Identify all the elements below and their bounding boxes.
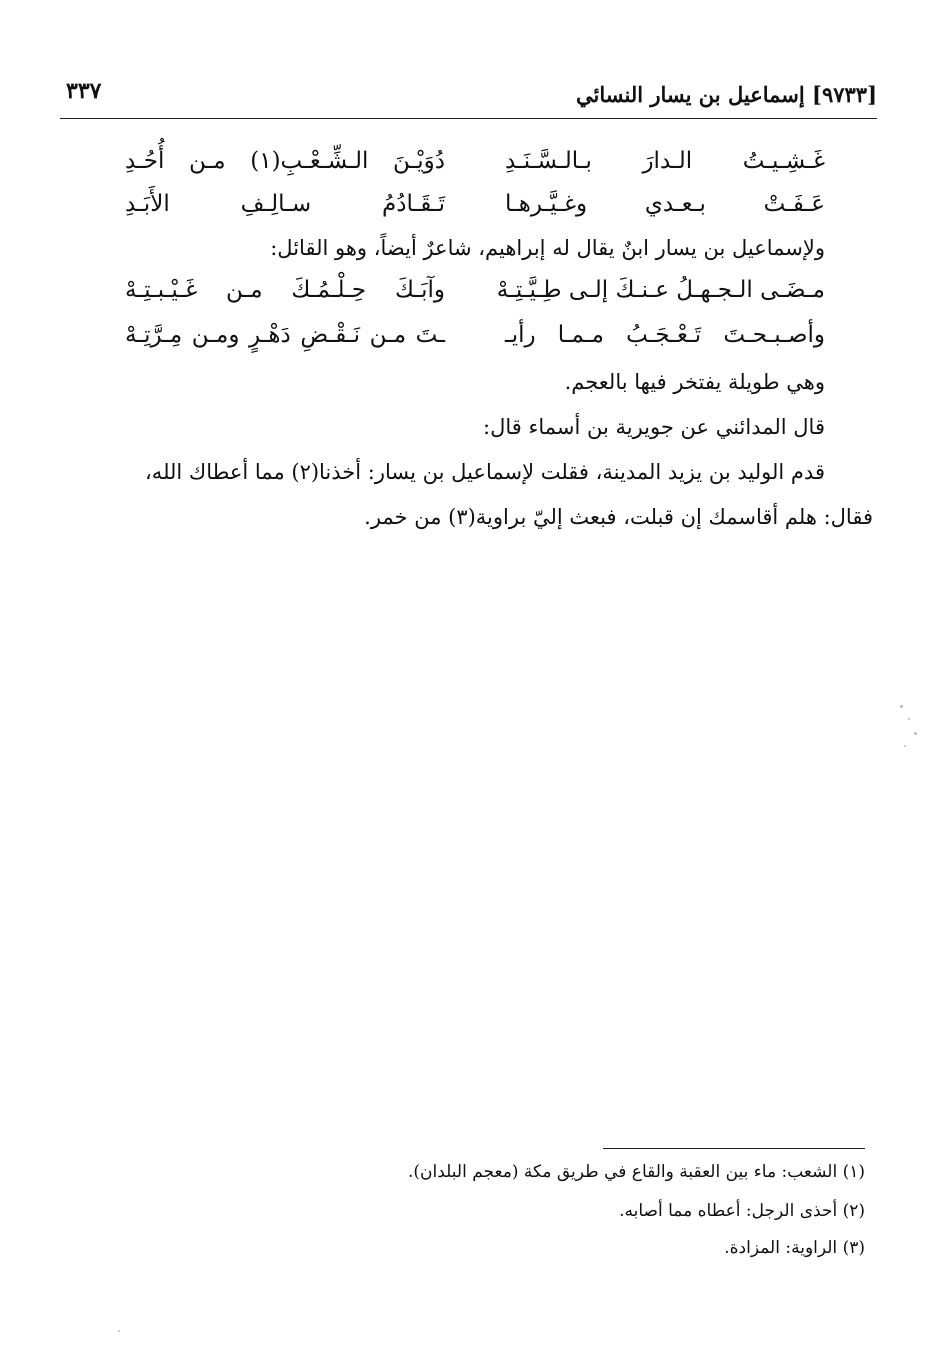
scan-speck <box>908 718 910 720</box>
verse-line <box>125 322 825 362</box>
page-number: ٣٣٧ <box>66 78 102 104</box>
paragraph: وهي طويلة يفتخر فيها بالعجم. <box>564 370 825 394</box>
paragraph-continuation: فقال: هلم أقاسمك إن قبلت، فبعث إليّ براوية(٣) من خمر. <box>364 505 873 529</box>
header-rule <box>60 118 877 119</box>
verse-second-hemistich: وآبَـكَ حِـلْـمُـكَ مـن غَـيْـبـتِـهْ <box>125 277 445 303</box>
paragraph: قدم الوليد بن يزيد المدينة، فقلت لإسماعيل بن يسار: أخذنا(٢) مما أعطاك الله، <box>145 460 825 484</box>
verse-line <box>125 277 825 317</box>
verse-second-hemistich: تَـقَـادُمُ سـالِـفِ الأَبَـدِ <box>125 191 445 217</box>
footnote <box>619 1201 865 1221</box>
verse-first-hemistich: غَـشِـيـتُ الـدارَ بـالـسَّـنَـدِ <box>505 148 825 174</box>
footnote-rule <box>603 1148 865 1149</box>
verse-second-hemistich: دُوَيْـنَ الـشِّـعْـبِ(١) مـن أُحُـدِ <box>125 148 445 174</box>
verse-first-hemistich: وأصـبـحـتَ تَـعْـجَـبُ مـمـا رأيـ <box>505 322 825 348</box>
verse-first-hemistich: مـضَـى الـجـهـلُ عـنـكَ إلـى طِـيَّـتِـهْ <box>496 277 825 303</box>
footnote-number: (١) <box>842 1162 865 1182</box>
footnote-text: أحذى الرجل: أعطاه مما أصابه. <box>619 1201 838 1221</box>
footnote <box>724 1238 865 1258</box>
verse-line <box>125 148 825 188</box>
footnote-number: (٢) <box>842 1201 865 1221</box>
footnote-text: الشعب: ماء بين العقبة والقاع في طريق مكة (معجم البلدان). <box>408 1162 838 1182</box>
paragraph: ولإسماعيل بن يسار ابنٌ يقال له إبراهيم، شاعرٌ أيضاً، وهو القائل: <box>270 236 825 260</box>
scan-speck <box>118 1330 120 1332</box>
verse-line <box>125 191 825 231</box>
footnote <box>408 1162 865 1182</box>
footnote-text: الراوية: المزادة. <box>724 1238 838 1258</box>
scan-speck <box>904 745 906 747</box>
paragraph: قال المدائني عن جويرية بن أسماء قال: <box>483 415 825 439</box>
verse-first-hemistich: عَـفَـتْ بـعـدي وغـيَّـرهـا <box>505 191 825 217</box>
footnote-number: (٣) <box>842 1238 865 1258</box>
scan-speck <box>900 705 903 708</box>
running-head: [٩٧٣٣] إسماعيل بن يسار النسائي <box>576 82 877 107</box>
verse-second-hemistich: ـتَ مـن نَـقْـضِ دَهْـرٍ ومـن مِـرَّتِـهْ <box>125 322 445 348</box>
scan-speck <box>914 732 917 735</box>
